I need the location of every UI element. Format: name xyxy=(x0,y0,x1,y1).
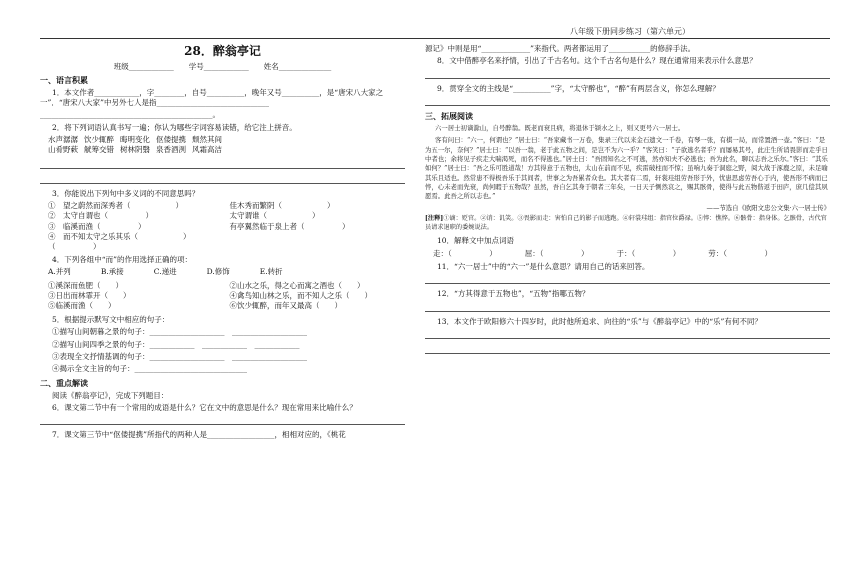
excerpt-paragraph: 客有问曰：“六一，何谓也？”居士曰：“吾家藏书一万卷，集录三代以来金石遗文一千卷，有琴一张，有棋一局，而常置酒一壶。”客曰：“是为五一尔，奈何？”居士曰：“以吾一翁，老于此五物之间，是岂不为六一乎？”客笑曰：“子欲逃名者乎？而屡易其号，此庄生所诮畏影而走乎日中者也；余将见子疾走大喘渴死，而名不得逃也。”居士曰：“吾固知名之不可逃，然亦知夫不必逃也；吾为此名，聊以志吾之乐尔。”客曰：“其乐如何？”居士曰：“吾之乐可胜道哉！方其得意于五物也，太山在前而不见，疾雷破柱而不惊；虽响九奏于洞庭之野，阅大战于涿鹿之原，未足喻其乐且适也。然常患不得极吾乐于其间者，世事之为吾累者众也。其大者有二焉，轩裳珪组劳吾形于外，忧患思虑劳吾心于内，使吾形不病而已悴，心未老而先衰，尚何暇于五物哉？虽然，吾自乞其身于朝者三年矣，一日天子恻然哀之，赐其骸骨，使得与此五物偕返于田庐，庶几偿其夙愿焉。此吾之所以志也。” xyxy=(425,136,828,201)
reading-instruction: 阅读《醉翁亭记》，完成下列题目： xyxy=(52,390,169,400)
header-rule xyxy=(40,38,830,39)
word-explain-list xyxy=(433,249,830,258)
recite-item: ③表现全文抒情基调的句子：____________________ ____________________ xyxy=(52,351,307,361)
question-10: 10．解释文中加点词语 xyxy=(437,236,515,246)
answer-line xyxy=(425,329,830,339)
answer-line xyxy=(40,415,405,425)
option: B.承接 xyxy=(100,267,124,277)
polysemy-item: 有亭翼然临于泉上者（ ） xyxy=(229,221,350,231)
polysemy-item: ④ 而不知太守之乐其乐（ ）（ ） xyxy=(48,232,191,251)
question-7: 7．课文第三节中“伛偻提携”所指代的两种人是__________________，相相对应的，《桃花 xyxy=(52,430,346,440)
left-column xyxy=(40,44,405,443)
question-11: 11．“六一居士”中的“六一”是什么意思？请用自己的话来回答。 xyxy=(437,262,650,272)
page-header: 八年级下册同步练习（第六单元） xyxy=(570,27,690,36)
word: 树林阴翳 xyxy=(120,145,150,155)
answer-line xyxy=(425,274,830,284)
er-item: ④禽鸟知山林之乐，而不知人之乐（ ） xyxy=(229,291,372,300)
page-title: 28．醉翁亭记 xyxy=(184,44,261,58)
word: 泉香酒洌 xyxy=(156,145,186,155)
section-key-reading: 二、重点解读 xyxy=(40,377,88,388)
question-4: 4．下列各组中“而”的作用选择正确的项： xyxy=(52,254,192,264)
word: 饮少辄醉 xyxy=(84,134,114,144)
answer-line xyxy=(425,69,830,79)
explain-item: 走：（ ） xyxy=(433,248,497,258)
polysemy-item: 佳木秀而繁阴（ ） xyxy=(229,201,335,210)
answer-line xyxy=(40,159,405,169)
er-item: ①溪深而鱼肥（ ） xyxy=(48,280,123,290)
option: C.递进 xyxy=(153,267,177,277)
annotations-text: ①谪：贬官。②诮：讥笑。③畏影而走：害怕自己的影子而逃跑。④轩裳珪组：指官位爵禄。⑤悴：憔悴。⑥骸骨：指身体。乞骸骨，古代官员请求退职的委婉说法。 xyxy=(425,215,827,232)
explain-item: 于：（ ） xyxy=(616,248,681,258)
answer-line xyxy=(425,96,830,106)
explain-item: 屈：（ ） xyxy=(524,248,589,258)
word: 颓然其间 xyxy=(192,134,222,144)
er-item: ⑤临溪而渔（ ） xyxy=(48,301,116,311)
word: 风霜高洁 xyxy=(192,145,222,155)
question-5: 5．根据提示默写文中相应的句子： xyxy=(52,314,170,324)
question-13: 13．本文作于欧阳修六十四岁时，此时他所追求、向往的“乐”与《醉翁亭记》中的“乐”有何不同？ xyxy=(437,316,762,326)
polysemy-item xyxy=(230,232,406,251)
question-2: 2．将下列词语认真书写一遍；你认为哪些字词容易读错，给它注上拼音。 xyxy=(52,122,297,132)
section-language: 一、语言积累 xyxy=(40,75,88,86)
question-3: 3．你能说出下列句中多义词的不同意思吗？ xyxy=(52,188,200,198)
question-8: 8．文中借醉亭名来抒情，引出了千古名句。这个千古名句是什么？现在通常用来表示什么意思？ xyxy=(437,56,757,66)
word: 觥筹交错 xyxy=(84,145,114,155)
option: D.修饰 xyxy=(206,267,230,277)
word: 水声潺潺 xyxy=(48,134,78,144)
explain-item: 劳：（ ） xyxy=(708,248,772,258)
recite-item: ④揭示全文主旨的句子：______________________________ xyxy=(52,364,247,374)
word: 晦明变化 xyxy=(120,134,150,144)
er-item: ⑥饮少辄醉，而年又最高（ ） xyxy=(229,301,342,311)
answer-line xyxy=(425,302,830,312)
excerpt-paragraph: 六一居士初谪滁山，自号醉翁。既老而衰且病，将退休于颍水之上，则又更号六一居士。 xyxy=(435,124,685,133)
recite-item: ①描写山间朝暮之景的句子：____________________ ____________________ xyxy=(52,327,307,337)
polysemy-item: ② 太守自谓也（ ） xyxy=(48,211,153,221)
er-items xyxy=(48,281,405,311)
er-item: ②山水之乐，得之心而寓之酒也（ ） xyxy=(229,280,365,290)
polysemy-item: ① 望之蔚然而深秀者（ ） xyxy=(48,201,183,210)
er-options xyxy=(48,267,405,276)
question-1-line: ______________________________________________。 xyxy=(40,110,220,120)
question-12: 12．“方其得意于五物也”，“五物”指哪五物？ xyxy=(437,289,590,299)
er-item: ③日出而林霏开（ ） xyxy=(48,291,131,300)
annotations xyxy=(425,215,830,233)
question-6: 6．课文第二节中有一个常用的成语是什么？它在文中的意思是什么？现在常用来比喻什么？ xyxy=(52,403,357,412)
word: 山肴野蔌 xyxy=(48,145,78,155)
section-extended-reading: 三、拓展阅读 xyxy=(425,111,473,122)
option: A.并列 xyxy=(48,267,71,277)
excerpt-source: ——节选自《欧阳文忠公文集·六一居士传》 xyxy=(706,204,830,213)
polysemy-list xyxy=(48,201,405,251)
right-column xyxy=(425,44,830,359)
question-1: 1．本文作者____________，字________，自号__________，晚年又号__________，是“唐宋八大家之一”．“唐宋八大家”中另外七人是指______________________________ xyxy=(40,88,384,107)
polysemy-item: 太守谓谁（ ） xyxy=(229,211,320,221)
student-info: 班级____________ 学号____________ 姓名______________ xyxy=(113,62,332,71)
word: 伛偻提携 xyxy=(156,134,186,144)
polysemy-item: ③ 临溪而渔（ ） xyxy=(48,221,146,231)
question-9: 9．贯穿全文的主线是“__________”字，“太守醉也”，“醉”有两层含义，你怎么理解？ xyxy=(437,83,720,93)
annotations-label: [注释] xyxy=(425,215,444,223)
answer-line xyxy=(40,174,405,184)
word-list-a xyxy=(48,135,405,155)
recite-item: ②描写山间四季之景的句子：____________ ____________ ____________ xyxy=(52,339,300,349)
answer-line xyxy=(425,344,830,354)
option: E.转折 xyxy=(259,267,283,277)
question-7-continued: 源记》中则是用“_____________”来指代。两者都运用了___________的修辞手法。 xyxy=(425,44,696,53)
